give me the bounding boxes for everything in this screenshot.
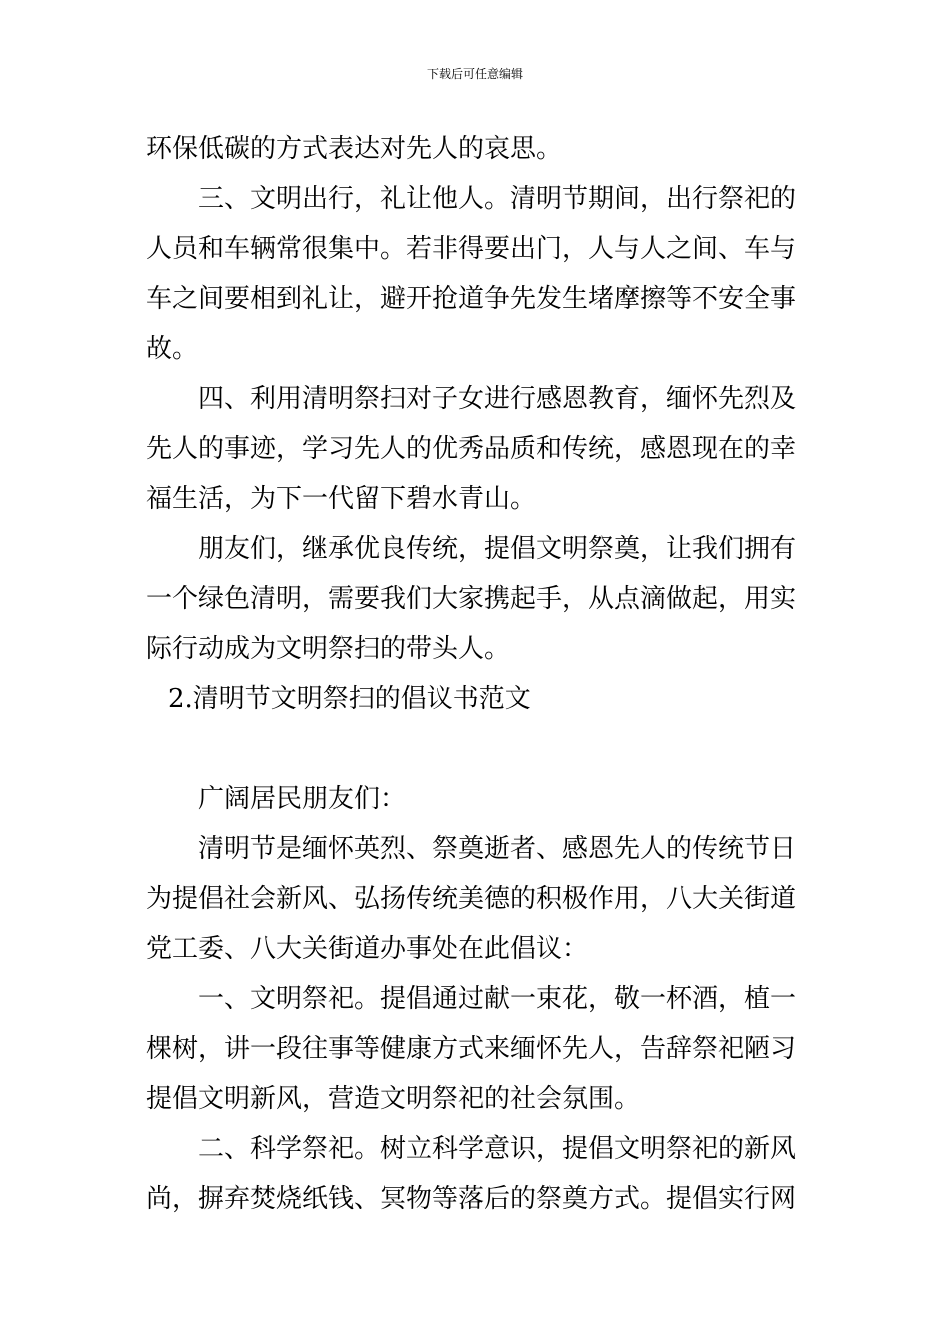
page-header: 下载后可任意编辑 xyxy=(426,67,523,81)
paragraph-start-line: 朋友们，继承优良传统，提倡文明祭奠，让我们拥有 xyxy=(198,534,797,564)
text-line: 一个绿色清明，需要我们大家携起手，从点滴做起，用实 xyxy=(146,584,797,614)
paragraph-start-line: 四、利用清明祭扫对子女进行感恩教育，缅怀先烈及 xyxy=(198,384,797,414)
text-line: 为提倡社会新风、弘扬传统美德的积极作用，八大关街道 xyxy=(146,884,797,914)
paragraph-start-line: 一、文明祭祀。提倡通过献一束花，敬一杯酒，植一 xyxy=(198,984,797,1014)
text-line: 先人的事迹，学习先人的优秀品质和传统，感恩现在的幸 xyxy=(146,434,797,464)
text-line: 环保低碳的方式表达对先人的哀思。 xyxy=(146,134,563,164)
text-line: 车之间要相到礼让，避开抢道争先发生堵摩擦等不安全事 xyxy=(146,284,797,314)
text-line: 福生活，为下一代留下碧水青山。 xyxy=(146,484,537,514)
document-body xyxy=(146,124,810,1224)
paragraph-start-line: 三、文明出行，礼让他人。清明节期间，出行祭祀的 xyxy=(198,184,797,214)
text-line: 尚，摒弃焚烧纸钱、冥物等落后的祭奠方式。提倡实行网 xyxy=(146,1184,797,1214)
text-line: 棵树，讲一段往事等健康方式来缅怀先人，告辞祭祀陋习 xyxy=(146,1034,797,1064)
blank-line xyxy=(146,724,810,774)
paragraph-start-line: 二、科学祭祀。树立科学意识，提倡文明祭祀的新风 xyxy=(198,1134,797,1164)
section-heading: 2.清明节文明祭扫的倡议书范文 xyxy=(168,684,531,714)
text-line: 际行动成为文明祭扫的带头人。 xyxy=(146,634,511,664)
paragraph-start-line: 清明节是缅怀英烈、祭奠逝者、感恩先人的传统节日 xyxy=(198,834,797,864)
salutation-line: 广阔居民朋友们： xyxy=(198,784,407,814)
text-line: 党工委、八大关街道办事处在此倡议： xyxy=(146,934,589,964)
text-line: 提倡文明新风，营造文明祭祀的社会氛围。 xyxy=(146,1084,641,1114)
text-line: 故。 xyxy=(146,334,199,364)
text-line: 人员和车辆常很集中。若非得要出门，人与人之间、车与 xyxy=(146,234,797,264)
